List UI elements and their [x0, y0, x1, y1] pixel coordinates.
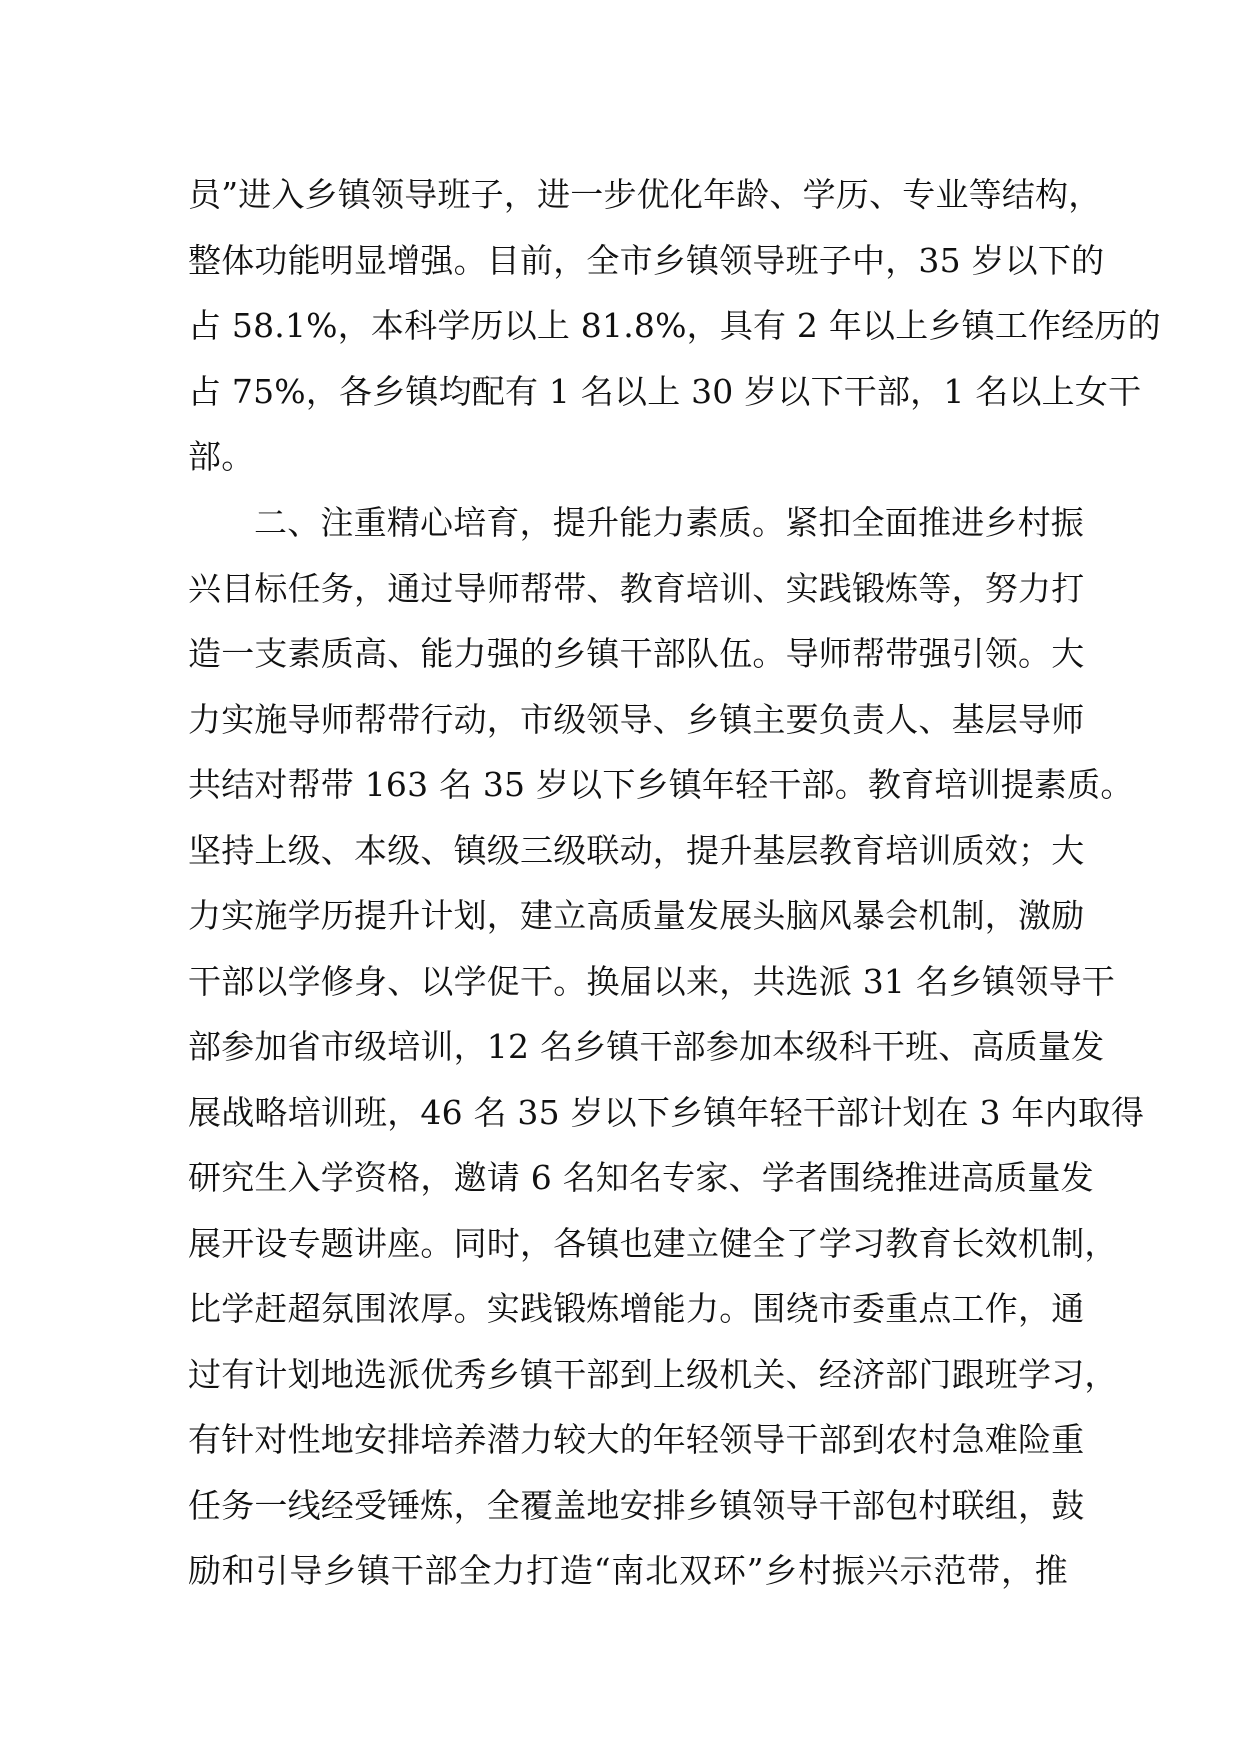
paragraph-line: 过有计划地选派优秀乡镇干部到上级机关、经济部门跟班学习，: [188, 1354, 1118, 1394]
paragraph-line: 展开设专题讲座。同时，各镇也建立健全了学习教育长效机制，: [188, 1223, 1118, 1263]
paragraph-line: 造一支素质高、能力强的乡镇干部队伍。导师帮带强引领。大: [188, 634, 1085, 673]
paragraph-line: 干部以学修身、以学促干。换届以来，共选派 31 名乡镇领导干: [188, 961, 1115, 1001]
paragraph-line: 力实施学历提升计划，建立高质量发展头脑风暴会机制，激励: [188, 896, 1085, 935]
paragraph-line: 占 75%，各乡镇均配有 1 名以上 30 岁以下干部，1 名以上女干: [188, 371, 1142, 411]
paragraph-line: 二、注重精心培育，提升能力素质。紧扣全面推进乡村振: [254, 503, 1084, 542]
paragraph-line: 坚持上级、本级、镇级三级联动，提升基层教育培训质效；大: [188, 830, 1085, 870]
paragraph-line: 有针对性地安排培养潜力较大的年轻领导干部到农村急难险重: [188, 1420, 1085, 1459]
paragraph-line: 研究生入学资格，邀请 6 名知名专家、学者围绕推进高质量发: [188, 1158, 1094, 1197]
paragraph-line: 部。: [188, 437, 255, 476]
paragraph-2: [188, 490, 1145, 1604]
paragraph-line: 员”进入乡镇领导班子，进一步优化年龄、学历、专业等结构，: [188, 175, 1102, 214]
paragraph-line: 占 58.1%，本科学历以上 81.8%，具有 2 年以上乡镇工作经历的: [188, 306, 1161, 345]
paragraph-line: 整体功能明显增强。目前，全市乡镇领导班子中，35 岁以下的: [188, 240, 1105, 280]
paragraph-line: 比学赶超氛围浓厚。实践锻炼增能力。围绕市委重点工作，通: [188, 1289, 1085, 1328]
paragraph-line: 部参加省市级培训，12 名乡镇干部参加本级科干班、高质量发: [188, 1027, 1105, 1066]
paragraph-1: [188, 162, 1161, 490]
paragraph-line: 兴目标任务，通过导师帮带、教育培训、实践锻炼等，努力打: [188, 568, 1085, 608]
paragraph-line: 励和引导乡镇干部全力打造“南北双环”乡村振兴示范带，推: [188, 1551, 1068, 1590]
paragraph-line: 共结对帮带 163 名 35 岁以下乡镇年轻干部。教育培训提素质。: [188, 765, 1134, 804]
paragraph-line: 力实施导师帮带行动，市级领导、乡镇主要负责人、基层导师: [188, 699, 1085, 739]
paragraph-line: 任务一线经受锤炼，全覆盖地安排乡镇领导干部包村联组，鼓: [188, 1485, 1085, 1525]
paragraph-line: 展战略培训班，46 名 35 岁以下乡镇年轻干部计划在 3 年内取得: [188, 1092, 1145, 1132]
